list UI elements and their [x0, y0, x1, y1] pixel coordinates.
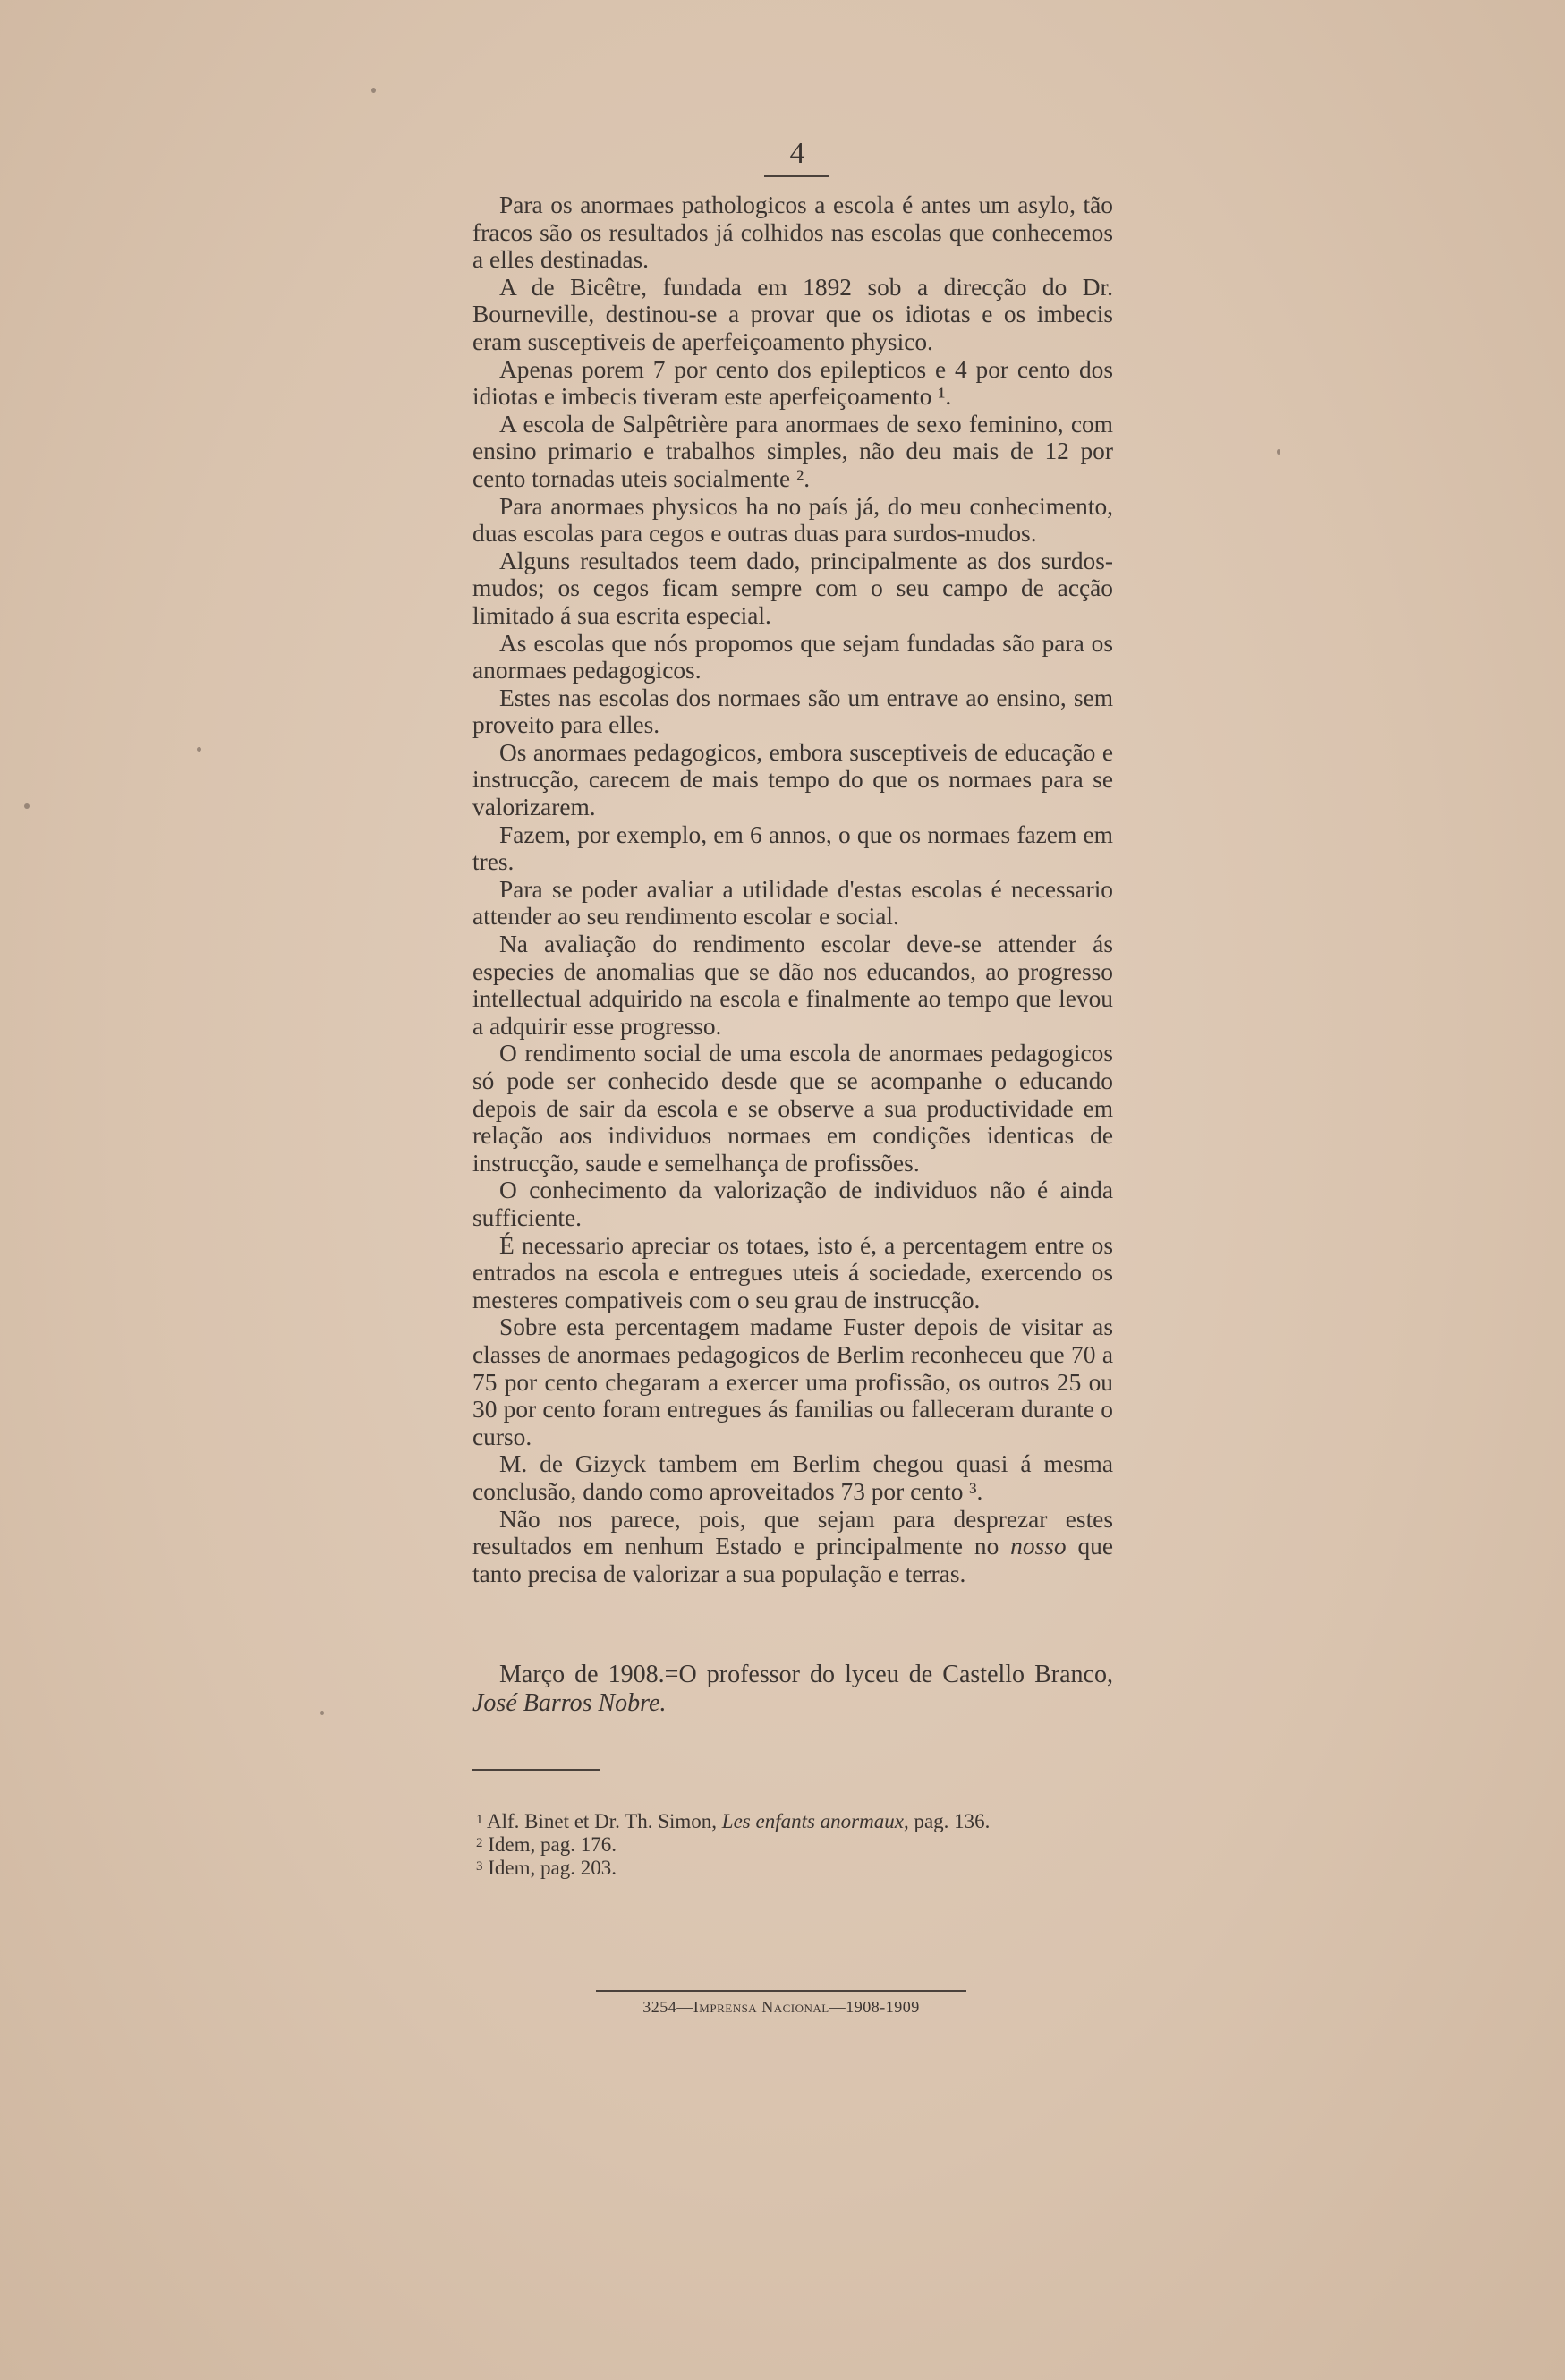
paper-speck	[371, 88, 376, 93]
footnote	[472, 1809, 1113, 1832]
imprint-rule	[596, 1990, 966, 1992]
paragraph: Apenas porem 7 por cento dos epilepticos e 4 por cento dos idiotas e imbecis tiveram este aperfeiçoamento ¹.	[472, 355, 1113, 411]
paragraph: As escolas que nós propomos que sejam fundadas são para os anormaes pedagogicos.	[472, 629, 1113, 684]
emphasis-word: nosso	[1010, 1533, 1067, 1560]
imprint-number: 3254	[642, 1998, 677, 2016]
last-paragraph	[472, 1506, 1113, 1588]
last-paragraph-text: Não nos parece, pois, que sejam para desprezar estes resultados em nenhum Estado e principalmente no	[472, 1505, 1113, 1560]
paragraph: A escola de Salpêtrière para anormaes de sexo feminino, com ensino primario e trabalhos simples, não deu mais de 12 por cento tornadas uteis socialmente ².	[472, 410, 1113, 492]
footnote-mark: 1	[476, 1813, 483, 1827]
page-number: 4	[789, 137, 805, 170]
paragraph: O conhecimento da valorização de individuos não é ainda sufficiente.	[472, 1177, 1113, 1231]
body-text	[472, 191, 1113, 1587]
paper-speck	[197, 747, 201, 752]
dateline	[472, 1661, 1113, 1718]
imprint-years: 1908-1909	[846, 1998, 920, 2016]
paragraph: Para se poder avaliar a utilidade d'estas escolas é necessario attender ao seu rendimento escolar e social.	[472, 875, 1113, 931]
paragraph: O rendimento social de uma escola de anormaes pedagogicos só pode ser conhecido desde que se acompanhe o educando depois de sair da escola e se observe a sua productividade em relação aos individuos normaes em condições identicas de instrucção, saude e semelhança de profissões.	[472, 1040, 1113, 1177]
paragraph: Para anormaes physicos ha no país já, do meu conhecimento, duas escolas para cegos e outras duas para surdos-mudos.	[472, 492, 1113, 548]
dateline-paragraph	[472, 1661, 1113, 1718]
paragraph: Na avaliação do rendimento escolar deve-se attender ás especies de anomalias que se dão nos educandos, ao progresso intellectual adquirido na escola e finalmente ao tempo que levou a adquirir esse progresso.	[472, 931, 1113, 1040]
footnotes	[472, 1809, 1113, 1879]
footnote-text: Alf. Binet et Dr. Th. Simon,	[486, 1810, 722, 1832]
footnote	[472, 1832, 1113, 1856]
footnote-text-end: , pag. 136.	[903, 1810, 991, 1832]
paragraph: M. de Gizyck tambem em Berlim chegou quasi á mesma conclusão, dando como aproveitados 73 por cento ³.	[472, 1450, 1113, 1505]
paragraph: Estes nas escolas dos normaes são um entrave ao ensino, sem proveito para elles.	[472, 684, 1113, 739]
paragraph: Os anormaes pedagogicos, embora susceptiveis de educação e instrucção, carecem de mais tempo do que os normaes para se valorizarem.	[472, 738, 1113, 821]
author-signature: José Barros Nobre.	[472, 1689, 667, 1717]
printer-imprint: 3254—Imprensa Nacional—1908-1909	[642, 1998, 920, 2016]
paragraph: Sobre esta percentagem madame Fuster depois de visitar as classes de anormaes pedagogicos de Berlim reconheceu que 70 a 75 por cento chegaram a exercer uma profissão, os outros 25 ou 30 por cento foram entregues ás familias ou falleceram durante o curso.	[472, 1313, 1113, 1450]
last-paragraph-text-end: que tanto precisa de valorizar a sua população e terras.	[472, 1533, 1113, 1587]
footnote	[472, 1856, 1113, 1879]
paragraph: Alguns resultados teem dado, principalmente as dos surdos-mudos; os cegos ficam sempre com o seu campo de acção limitado á sua escrita especial.	[472, 547, 1113, 629]
footnote-mark: 2	[476, 1836, 483, 1850]
footnote-mark: 3	[476, 1859, 483, 1874]
paragraph: Fazem, por exemplo, em 6 annos, o que os normaes fazem em tres.	[472, 820, 1113, 876]
footnote-book-title: Les enfants anormaux	[721, 1810, 904, 1832]
paragraph: A de Bicêtre, fundada em 1892 sob a direcção do Dr. Bourneville, destinou-se a provar que os idiotas e os imbecis eram susceptiveis de aperfeiçoamento physico.	[472, 273, 1113, 355]
paper-speck	[24, 803, 30, 809]
footnote-text: Idem, pag. 176.	[488, 1833, 617, 1856]
footnote-text: Idem, pag. 203.	[488, 1857, 617, 1879]
dateline-text: Março de 1908.=O professor do lyceu de Castello Branco,	[499, 1661, 1113, 1688]
imprint-press: Imprensa Nacional	[693, 1998, 829, 2016]
paragraph: É necessario apreciar os totaes, isto é, a percentagem entre os entrados na escola e entregues uteis á sociedade, exercendo os mesteres compativeis com o seu grau de instrucção.	[472, 1231, 1113, 1313]
footnote-rule	[472, 1769, 600, 1771]
page-number-rule	[764, 175, 829, 177]
paper-speck	[320, 1711, 324, 1715]
paper-speck	[1277, 449, 1280, 455]
paragraph: Para os anormaes pathologicos a escola é antes um asylo, tão fracos são os resultados já colhidos nas escolas que conhecemos a elles destinadas.	[472, 191, 1113, 274]
